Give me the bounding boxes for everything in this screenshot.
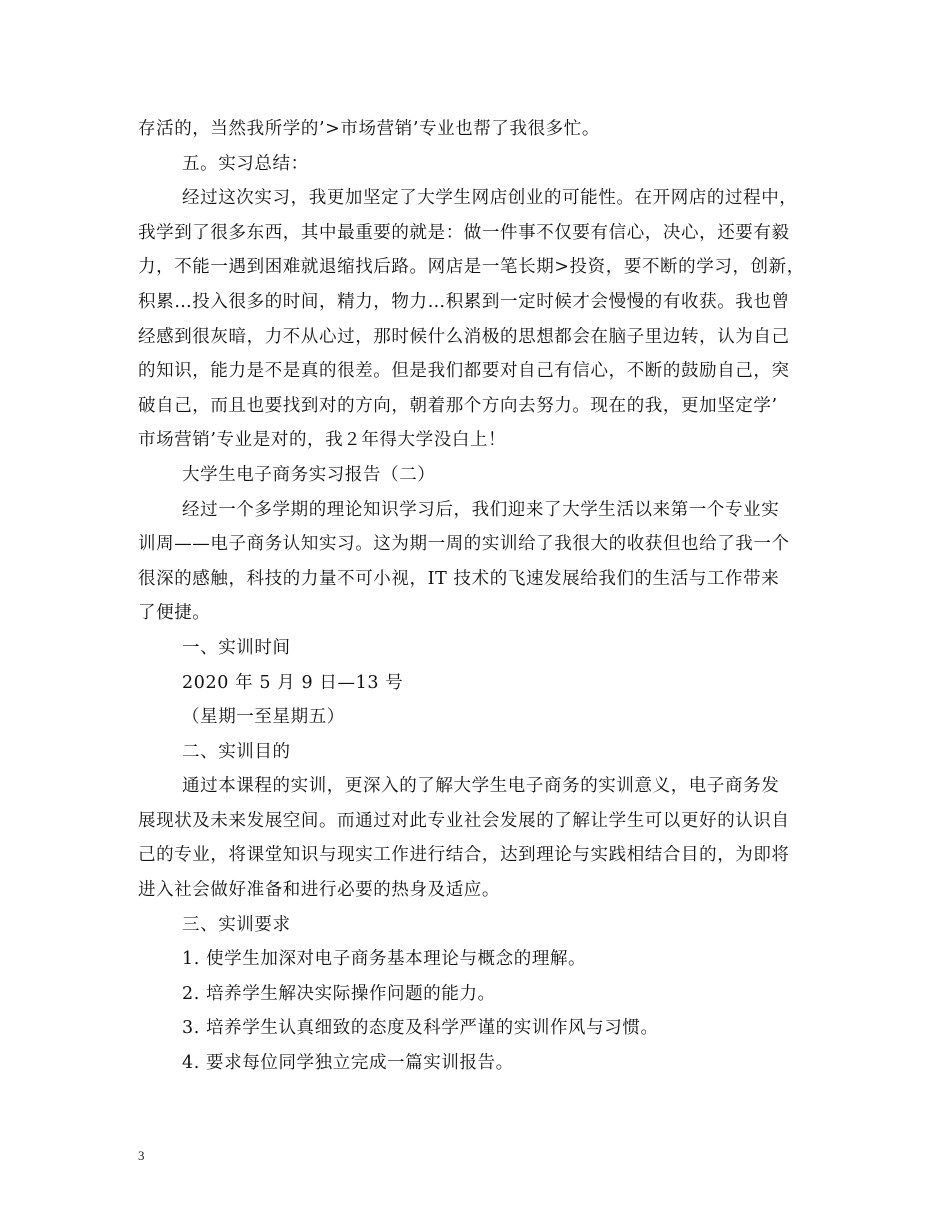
document-body bbox=[138, 112, 818, 1081]
text-line: 1. 使学生加深对电子商务基本理论与概念的理解。 bbox=[182, 949, 587, 970]
text-line: 存活的，当然我所学的’>市场营销’专业也帮了我很多忙。 bbox=[138, 119, 600, 139]
text-line: 了便捷。 bbox=[138, 603, 211, 624]
text-line: 五。实习总结： bbox=[182, 153, 309, 174]
text-line: 进入社会做好准备和进行必要的热身及适应。 bbox=[138, 880, 500, 901]
text-line: 力，不能一遇到困难就退缩找后路。网店是一笔长期>投资，要不断的学习，创新， bbox=[138, 257, 805, 278]
text-line: 一、实训时间 bbox=[182, 637, 291, 658]
text-line: 的知识，能力是不是真的很差。但是我们都要对自己有信心，不断的鼓励自己，突 bbox=[138, 361, 790, 382]
text-line: 积累…投入很多的时间，精力，物力…积累到一定时候才会慢慢的有收获。我也曾 bbox=[138, 291, 790, 312]
page-number: 3 bbox=[138, 1148, 145, 1163]
text-line: 三、实训要求 bbox=[182, 914, 291, 935]
text-line: 经过一个多学期的理论知识学习后，我们迎来了大学生活以来第一个专业实 bbox=[182, 499, 780, 520]
text-line: 2. 培养学生解决实际操作问题的能力。 bbox=[182, 983, 496, 1004]
text-line: 我学到了很多东西，其中最重要的就是：做一件事不仅要有信心，决心，还要有毅 bbox=[138, 222, 790, 243]
text-line: 2020 年 5 月 9 日—13 号 bbox=[182, 672, 404, 693]
text-line: 经过这次实习，我更加坚定了大学生网店创业的可能性。在开网店的过程中， bbox=[182, 188, 798, 209]
text-line: 破自己，而且也要找到对的方向，朝着那个方向去努力。现在的我，更加坚定学’ bbox=[138, 395, 778, 416]
text-line: 二、实训目的 bbox=[182, 741, 291, 762]
text-line: 通过本课程的实训，更深入的了解大学生电子商务的实训意义，电子商务发 bbox=[182, 776, 780, 797]
text-line: 训周——电子商务认知实习。这为期一周的实训给了我很大的收获但也给了我一个 bbox=[138, 534, 790, 555]
text-line: 大学生电子商务实习报告（二） bbox=[182, 464, 436, 485]
text-line: 经感到很灰暗，力不从心过，那时候什么消极的思想都会在脑子里边转，认为自己 bbox=[138, 326, 790, 347]
text-line: 3. 培养学生认真细致的态度及科学严谨的实训作风与习惯。 bbox=[182, 1018, 659, 1039]
text-line: 己的专业，将课堂知识与现实工作进行结合，达到理论与实践相结合目的，为即将 bbox=[138, 845, 790, 866]
text-line: 市场营销’专业是对的，我２年得大学没白上！ bbox=[138, 430, 507, 451]
text-line: （星期一至星期五） bbox=[182, 707, 345, 728]
text-line: 4. 要求每位同学独立完成一篇实训报告。 bbox=[182, 1053, 514, 1074]
text-line: 展现状及未来发展空间。而通过对此专业社会发展的了解让学生可以更好的认识自 bbox=[138, 810, 790, 831]
text-line: 很深的感触，科技的力量不可小视，IT 技术的飞速发展给我们的生活与工作带来 bbox=[138, 568, 780, 589]
